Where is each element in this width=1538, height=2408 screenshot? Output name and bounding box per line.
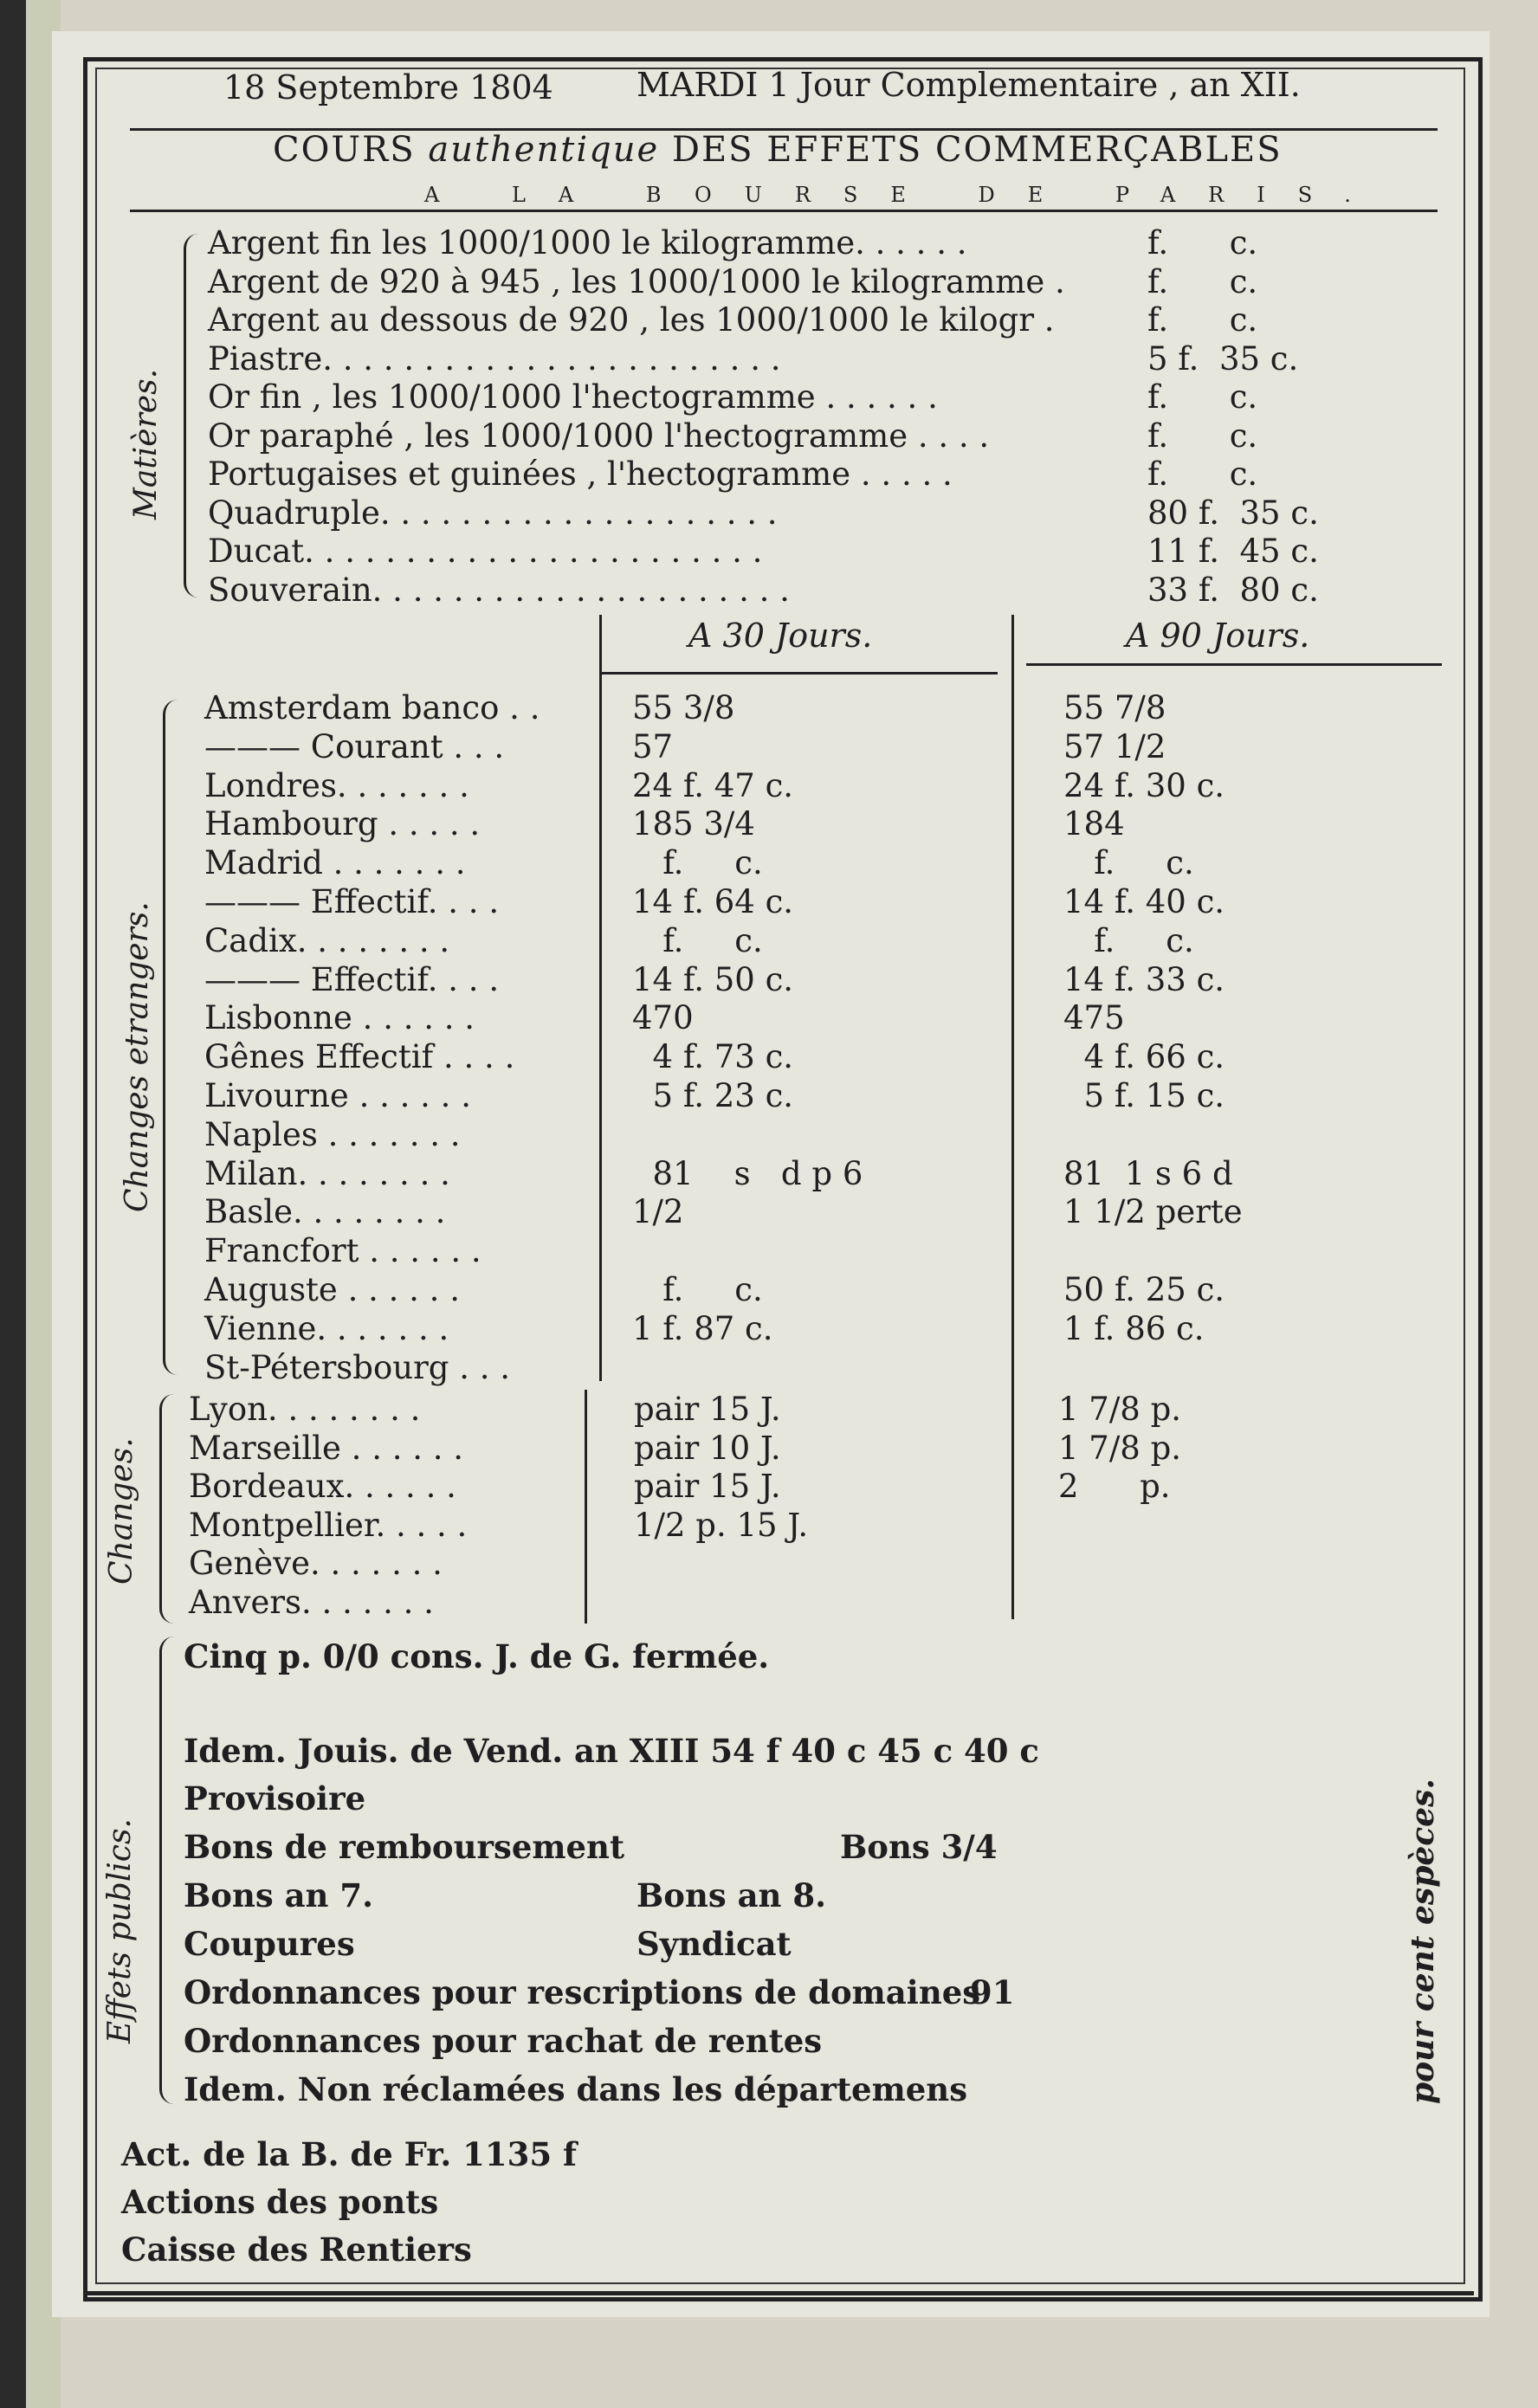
footer-line: Caisse des Rentiers: [121, 2230, 472, 2269]
matieres-row-label: Ducat. . . . . . . . . . . . . . . . . . . . . . .: [208, 533, 763, 570]
etrangers-row-value-90: 57 1/2: [1063, 727, 1166, 765]
etrangers-row-label: Francfort . . . . . .: [204, 1232, 481, 1270]
header-day: MARDI 1 Jour Complementaire , an XII.: [637, 66, 1301, 104]
etrangers-row-label: Amsterdam banco . .: [204, 689, 540, 726]
section-label-changes-etrangers: Changes etrangers.: [120, 901, 155, 1212]
effets-row-text: Cinq p. 0/0 cons. J. de G. fermée.: [184, 1637, 770, 1675]
matieres-row-value: f. c.: [1147, 416, 1258, 455]
footer-line: Actions des ponts: [121, 2183, 439, 2221]
matieres-row-label: Portugaises et guinées , l'hectogramme . . . . .: [208, 455, 953, 493]
etrangers-row-label: Auguste . . . . . .: [204, 1271, 460, 1308]
etrangers-row-value-90: 5 f. 15 c.: [1063, 1077, 1225, 1114]
matieres-row-label: Or paraphé , les 1000/1000 l'hectogramme . . . .: [208, 416, 990, 455]
changes-row-value-30: 1/2 p. 15 J.: [634, 1506, 809, 1544]
effets-row-text: Ordonnances pour rescriptions de domaines: [184, 1973, 981, 2011]
column-head-30: A 30 Jours.: [688, 617, 873, 655]
matieres-row-label: Souverain. . . . . . . . . . . . . . . . . . . . .: [208, 571, 790, 609]
column-head-90: A 90 Jours.: [1126, 617, 1310, 655]
etrangers-row-value-90: 81 1 s 6 d: [1063, 1154, 1233, 1192]
matieres-row-label: Argent fin les 1000/1000 le kilogramme. . . . . .: [208, 224, 967, 261]
changes-row-label: Bordeaux. . . . . .: [189, 1468, 456, 1505]
matieres-row-value: f. c.: [1147, 262, 1258, 300]
etrangers-row-label: Vienne. . . . . . .: [204, 1309, 449, 1347]
matieres-row-value: f. c.: [1147, 455, 1258, 493]
changes-row-label: Marseille . . . . . .: [189, 1429, 464, 1467]
effets-row-text: Provisoire: [184, 1779, 366, 1817]
etrangers-row-value-90: 475: [1063, 999, 1125, 1037]
etrangers-row-value-90: 24 f. 30 c.: [1063, 766, 1225, 804]
changes-row-value-30: pair 10 J.: [634, 1429, 781, 1467]
etrangers-row-value-90: 4 f. 66 c.: [1063, 1038, 1225, 1076]
etrangers-row-value-30: 14 f. 50 c.: [632, 960, 794, 998]
etrangers-row-label: Lisbonne . . . . . .: [204, 999, 475, 1037]
changes-row-value-90: 1 7/8 p.: [1058, 1429, 1182, 1467]
column-rule-changes: [585, 1390, 587, 1624]
changes-row-label: Lyon. . . . . . . .: [189, 1391, 421, 1428]
matieres-row-label: Piastre. . . . . . . . . . . . . . . . . . . . . . .: [208, 339, 781, 378]
side-label-pour-cent: pour cent espèces.: [1405, 1779, 1441, 2104]
page-title: [273, 130, 1283, 170]
etrangers-row-label: Naples . . . . . . .: [204, 1115, 461, 1153]
etrangers-row-value-30: 55 3/8: [632, 689, 735, 726]
etrangers-row-label: St-Pétersbourg . . .: [204, 1348, 511, 1386]
changes-row-value-90: 2 p.: [1058, 1468, 1171, 1505]
matieres-row-label: Or fin , les 1000/1000 l'hectogramme . . . . . .: [208, 378, 938, 416]
etrangers-row-value-90: 1 1/2 perte: [1063, 1193, 1243, 1231]
etrangers-row-value-30: 1/2: [632, 1193, 684, 1231]
column-rule-right: [1011, 615, 1014, 1619]
section-label-effets-publics: Effets publics.: [102, 1818, 138, 2043]
header-date: 18 Septembre 1804: [223, 68, 553, 107]
effets-row-right: Syndicat: [637, 1925, 792, 1963]
etrangers-row-label: Cadix. . . . . . . .: [204, 921, 450, 959]
etrangers-row-value-90: 14 f. 33 c.: [1063, 960, 1225, 998]
etrangers-row-value-30: 24 f. 47 c.: [632, 766, 794, 804]
footer-line: Act. de la B. de Fr. 1135 f: [121, 2135, 577, 2173]
matieres-row-value: 80 f. 35 c.: [1147, 494, 1319, 532]
etrangers-row-value-30: f. c.: [632, 1271, 763, 1308]
matieres-row-value: 11 f. 45 c.: [1147, 533, 1319, 570]
changes-row-value-30: pair 15 J.: [634, 1468, 781, 1505]
page-subtitle: A LA BOURSE DE PARIS.: [424, 183, 1384, 207]
brace-effets-publics: [159, 1637, 174, 2104]
section-label-changes: Changes.: [104, 1437, 139, 1585]
matieres-row-label: Argent de 920 à 945 , les 1000/1000 le kilogramme .: [208, 262, 1065, 300]
etrangers-row-label: Madrid . . . . . . .: [204, 844, 466, 882]
etrangers-row-label: Hambourg . . . . .: [204, 805, 481, 843]
etrangers-row-label: Milan. . . . . . . .: [204, 1154, 450, 1192]
column-head-rule-30: [599, 672, 998, 675]
etrangers-row-value-90: 50 f. 25 c.: [1063, 1271, 1225, 1308]
etrangers-row-label: Gênes Effectif . . . .: [204, 1038, 515, 1076]
etrangers-row-value-90: 14 f. 40 c.: [1063, 883, 1225, 920]
etrangers-row-value-30: 81 s d p 6: [632, 1154, 863, 1192]
etrangers-row-value-90: 1 f. 86 c.: [1063, 1309, 1205, 1347]
etrangers-row-label: ——— Effectif. . . .: [204, 883, 500, 920]
title-post: DES EFFETS COMMERÇABLES: [671, 130, 1283, 170]
etrangers-row-value-30: f. c.: [632, 844, 763, 882]
etrangers-row-value-30: 4 f. 73 c.: [632, 1038, 794, 1076]
column-head-rule-90: [1026, 663, 1442, 666]
effets-row-right: Bons 3/4: [840, 1828, 998, 1866]
effets-row-text: Ordonnances pour rachat de rentes: [184, 2022, 823, 2060]
brace-matieres: [184, 234, 198, 597]
matieres-row-value: f. c.: [1147, 301, 1258, 339]
etrangers-row-value-30: 57: [632, 727, 674, 765]
title-pre: COURS: [273, 130, 416, 170]
section-label-matieres: Matières.: [128, 368, 164, 520]
effets-row-right: 91: [970, 1973, 1015, 2011]
bottom-rule: [83, 2291, 1474, 2295]
effets-row-text: Idem. Non réclamées dans les départemens: [184, 2070, 968, 2108]
etrangers-row-value-90: f. c.: [1063, 844, 1194, 882]
etrangers-row-value-30: 1 f. 87 c.: [632, 1309, 773, 1347]
brace-changes: [159, 1394, 174, 1624]
title-italic: authentique: [428, 130, 660, 170]
effets-row-right: Bons an 8.: [637, 1876, 826, 1914]
matieres-row-value: f. c.: [1147, 378, 1258, 416]
effets-row-text: Bons de remboursement: [184, 1828, 625, 1866]
changes-row-label: Montpellier. . . . .: [189, 1506, 468, 1544]
changes-row-label: Anvers. . . . . . .: [189, 1583, 434, 1621]
etrangers-row-label: Londres. . . . . . .: [204, 766, 469, 804]
etrangers-row-value-30: 14 f. 64 c.: [632, 883, 794, 920]
etrangers-row-value-30: 185 3/4: [632, 805, 755, 843]
effets-row-text: Idem. Jouis. de Vend. an XIII 54 f 40 c 45 c 40 c: [184, 1732, 1039, 1770]
effets-row-text: Coupures: [184, 1925, 355, 1963]
etrangers-row-value-90: f. c.: [1063, 921, 1194, 959]
etrangers-row-value-30: f. c.: [632, 921, 763, 959]
etrangers-row-label: ——— Courant . . .: [204, 727, 505, 765]
changes-row-label: Genève. . . . . . .: [189, 1545, 443, 1582]
etrangers-row-value-30: 470: [632, 999, 694, 1037]
matieres-row-label: Argent au dessous de 920 , les 1000/1000 le kilogr .: [208, 301, 1055, 339]
title-rule: [130, 210, 1438, 212]
column-rule-left: [599, 615, 602, 1381]
etrangers-row-label: Basle. . . . . . . .: [204, 1193, 446, 1231]
etrangers-row-label: ——— Effectif. . . .: [204, 960, 500, 998]
effets-row-text: Bons an 7.: [184, 1876, 373, 1914]
matieres-row-value: f. c.: [1147, 224, 1258, 261]
etrangers-row-value-30: 5 f. 23 c.: [632, 1077, 794, 1114]
changes-row-value-90: 1 7/8 p.: [1058, 1391, 1182, 1428]
matieres-row-value: 5 f. 35 c.: [1147, 339, 1299, 378]
changes-row-value-30: pair 15 J.: [634, 1391, 781, 1428]
brace-changes-etrangers: [163, 700, 178, 1375]
etrangers-row-value-90: 55 7/8: [1063, 689, 1166, 726]
etrangers-row-label: Livourne . . . . . .: [204, 1077, 471, 1114]
etrangers-row-value-90: 184: [1063, 805, 1125, 843]
matieres-row-value: 33 f. 80 c.: [1147, 571, 1319, 609]
matieres-row-label: Quadruple. . . . . . . . . . . . . . . . . . . .: [208, 494, 778, 532]
